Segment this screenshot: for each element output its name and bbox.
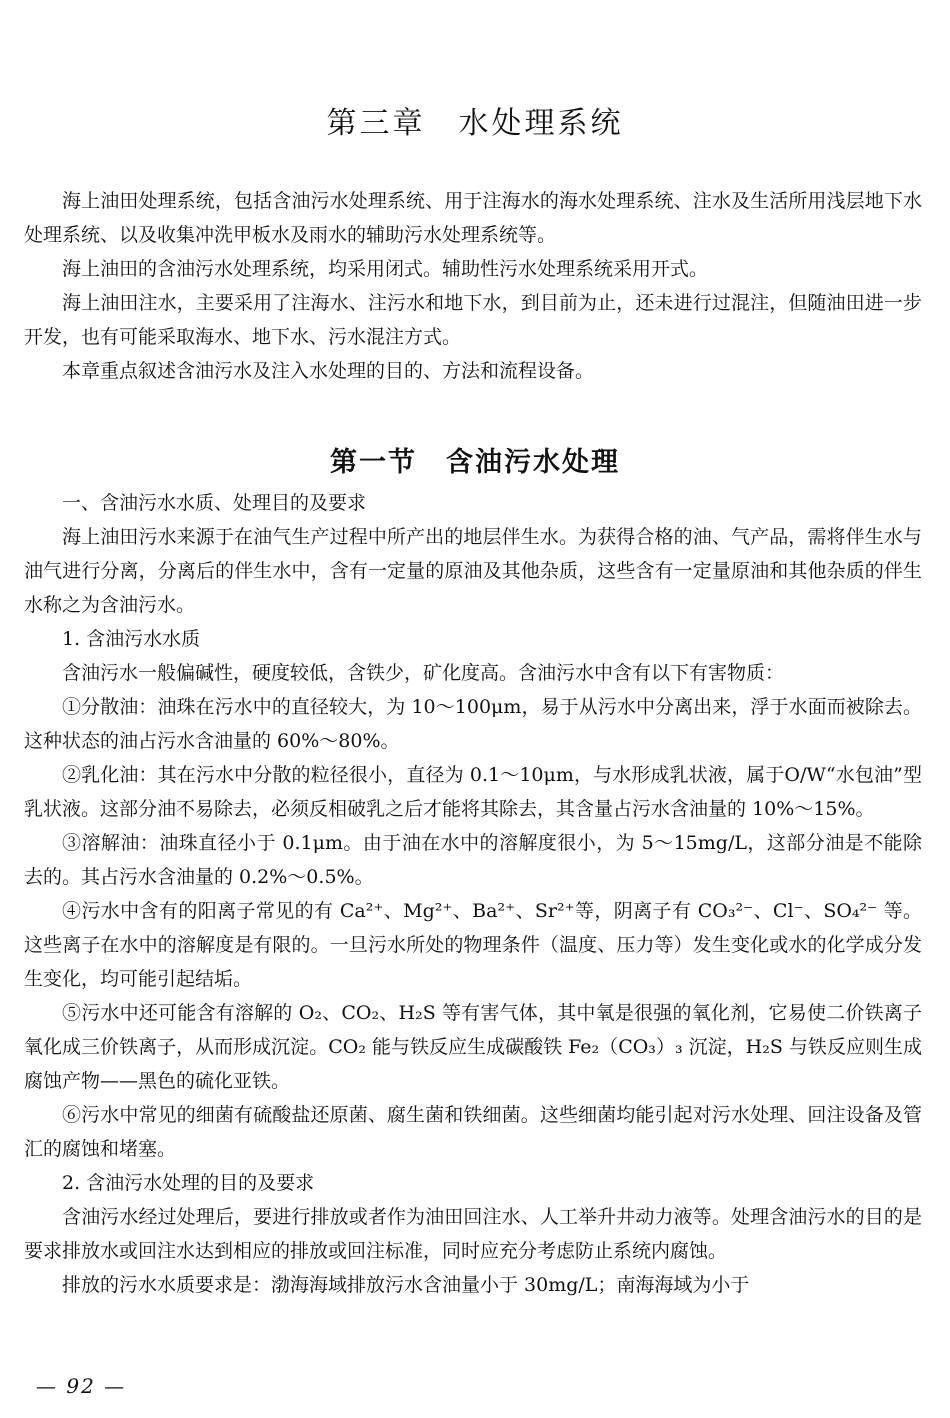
subsection-heading: 2. 含油污水处理的目的及要求 bbox=[62, 1172, 315, 1194]
list-item: ⑥污水中常见的细菌有硫酸盐还原菌、腐生菌和铁细菌。这些细菌均能引起对污水处理、回注设备及管汇的腐蚀和堵塞。 bbox=[24, 1104, 922, 1160]
paragraph: 含油污水经过处理后，要进行排放或者作为油田回注水、人工举升井动力液等。处理含油污水的目的是要求排放水或回注水达到相应的排放或回注标准，同时应充分考虑防止系统内腐蚀。 bbox=[24, 1206, 922, 1262]
paragraph: 海上油田的含油污水处理系统，均采用闭式。辅助性污水处理系统采用开式。 bbox=[62, 258, 709, 280]
paragraph: 海上油田注水，主要采用了注海水、注污水和地下水，到目前为止，还未进行过混注，但随油田进一步开发，也有可能采取海水、地下水、污水混注方式。 bbox=[24, 292, 922, 348]
paragraph: 含油污水一般偏碱性，硬度较低，含铁少，矿化度高。含油污水中含有以下有害物质： bbox=[62, 662, 785, 684]
paragraph: 排放的污水水质要求是：渤海海域排放污水含油量小于 30mg/L；南海海域为小于 bbox=[62, 1274, 750, 1296]
paragraph: 海上油田污水来源于在油气生产过程中所产出的地层伴生水。为获得合格的油、气产品，需将伴生水与油气进行分离，分离后的伴生水中，含有一定量的原油及其他杂质，这些含有一定量原油和其他杂质的伴生水称之为含油污水。 bbox=[24, 526, 922, 616]
paragraph: 海上油田处理系统，包括含油污水处理系统、用于注海水的海水处理系统、注水及生活所用浅层地下水处理系统、以及收集冲洗甲板水及雨水的辅助污水处理系统等。 bbox=[24, 190, 922, 246]
list-item: ④污水中含有的阳离子常见的有 Ca²⁺、Mg²⁺、Ba²⁺、Sr²⁺等，阴离子有 CO₃²⁻、Cl⁻、SO₄²⁻ 等。这些离子在水中的溶解度是有限的。一旦污水所处的物理条件（温度、压力等）发生变化或水的化学成分发生变化，均可能引起结垢。 bbox=[24, 900, 922, 990]
section-body bbox=[24, 486, 922, 1302]
subsection-heading: 1. 含油污水水质 bbox=[62, 628, 201, 650]
chapter-intro bbox=[24, 184, 922, 388]
list-item: ③溶解油：油珠直径小于 0.1μm。由于油在水中的溶解度很小，为 5～15mg/L，这部分油是不能除去的。其占污水含油量的 0.2%～0.5%。 bbox=[24, 832, 922, 888]
paragraph: 本章重点叙述含油污水及注入水处理的目的、方法和流程设备。 bbox=[62, 360, 595, 382]
section-title: 第一节 含油污水处理 bbox=[330, 447, 620, 479]
page-number: — 92 — bbox=[36, 1374, 127, 1398]
subsection-heading: 一、含油污水水质、处理目的及要求 bbox=[62, 492, 367, 514]
list-item: ①分散油：油珠在污水中的直径较大，为 10～100μm，易于从污水中分离出来，浮于水面而被除去。这种状态的油占污水含油量的 60%～80%。 bbox=[24, 696, 922, 752]
chapter-title: 第三章 水处理系统 bbox=[326, 106, 624, 142]
list-item: ②乳化油：其在污水中分散的粒径很小，直径为 0.1～10μm，与水形成乳状液，属于O/W“水包油”型乳状液。这部分油不易除去，必须反相破乳之后才能将其除去，其含量占污水含油量的 10%～15%。 bbox=[24, 764, 922, 820]
list-item: ⑤污水中还可能含有溶解的 O₂、CO₂、H₂S 等有害气体，其中氧是很强的氧化剂，它易使二价铁离子氧化成三价铁离子，从而形成沉淀。CO₂ 能与铁反应生成碳酸铁 Fe₂（CO₃）₃ 沉淀，H₂S 与铁反应则生成腐蚀产物——黑色的硫化亚铁。 bbox=[24, 1002, 922, 1092]
